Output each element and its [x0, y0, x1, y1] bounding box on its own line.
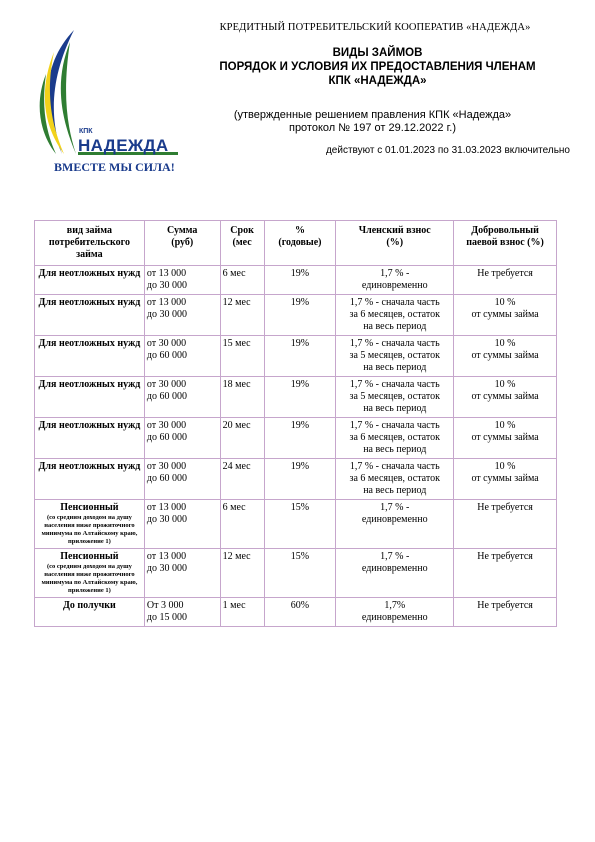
table-row: [35, 598, 557, 627]
cell-term: [220, 418, 264, 459]
sum-to: до 60 000: [146, 391, 187, 402]
rate-value: 19%: [290, 297, 310, 308]
member-fee-value: 1,7 % - единовременно: [361, 502, 428, 525]
rate-value: 60%: [290, 600, 310, 611]
table-row: [35, 295, 557, 336]
loan-type: Для неотложных нужд: [38, 461, 141, 472]
cell-rate: [264, 266, 336, 295]
loan-type: Пенсионный: [60, 551, 119, 562]
rate-value: 15%: [290, 551, 310, 562]
table-header-row: [35, 221, 557, 266]
member-fee-value: 1,7 % - сначала часть за 6 месяцев, остаток на весь период: [349, 420, 440, 455]
cell-member-fee: [336, 295, 454, 336]
cell-member-fee: [336, 266, 454, 295]
title-line-2: ПОРЯДОК И УСЛОВИЯ ИХ ПРЕДОСТАВЛЕНИЯ ЧЛЕНАМ: [219, 61, 536, 73]
table-row: [35, 459, 557, 500]
share-fee-value: 10 % от суммы займа: [471, 338, 539, 361]
term-value: 1 мес: [222, 600, 246, 611]
term-value: 15 мес: [222, 338, 251, 349]
cell-type: [35, 598, 145, 627]
cell-term: [220, 295, 264, 336]
cell-term: [220, 459, 264, 500]
cell-sum: [144, 598, 220, 627]
rate-value: 19%: [290, 420, 310, 431]
rate-value: 15%: [290, 502, 310, 513]
cell-term: [220, 549, 264, 598]
cell-rate: [264, 500, 336, 549]
rate-value: 19%: [290, 379, 310, 390]
cell-rate: [264, 336, 336, 377]
cell-rate: [264, 598, 336, 627]
sum-from: от 30 000: [146, 379, 187, 390]
sum-from: от 13 000: [146, 551, 187, 562]
cell-term: [220, 266, 264, 295]
cell-rate: [264, 418, 336, 459]
table-row: [35, 266, 557, 295]
loan-terms-table: [34, 220, 557, 627]
cell-member-fee: [336, 377, 454, 418]
cell-type: [35, 377, 145, 418]
cell-term: [220, 336, 264, 377]
table-row: [35, 377, 557, 418]
loan-type: Для неотложных нужд: [38, 379, 141, 390]
col-header-sum: Сумма (руб): [144, 221, 220, 266]
cell-share-fee: [454, 459, 557, 500]
cell-share-fee: [454, 336, 557, 377]
loan-note: (со средним доходом на душу населения ниже прожиточного минимума по Алтайскому краю, приложение 1): [41, 514, 138, 545]
cell-rate: [264, 295, 336, 336]
term-value: 20 мес: [222, 420, 251, 431]
cell-member-fee: [336, 598, 454, 627]
cell-type: [35, 549, 145, 598]
sum-to: до 30 000: [146, 309, 187, 320]
sum-to: до 30 000: [146, 280, 187, 291]
sum-from: от 13 000: [146, 268, 187, 279]
member-fee-value: 1,7 % - единовременно: [361, 268, 428, 291]
sum-from: от 30 000: [146, 461, 187, 472]
member-fee-value: 1,7 % - сначала часть за 5 месяцев, остаток на весь период: [349, 338, 440, 373]
term-value: 12 мес: [222, 551, 251, 562]
validity-period: действуют с 01.01.2023 по 31.03.2023 включительно: [325, 145, 570, 156]
term-value: 6 мес: [222, 268, 246, 279]
term-value: 12 мес: [222, 297, 251, 308]
logo-name-text: НАДЕЖДА: [78, 136, 169, 155]
cell-sum: [144, 549, 220, 598]
loan-type: Для неотложных нужд: [38, 420, 141, 431]
cell-member-fee: [336, 549, 454, 598]
sum-from: от 13 000: [146, 297, 187, 308]
table-row: [35, 418, 557, 459]
cell-member-fee: [336, 500, 454, 549]
loan-type: Для неотложных нужд: [38, 338, 141, 349]
cell-sum: [144, 459, 220, 500]
cell-share-fee: [454, 295, 557, 336]
loan-note: (со средним доходом на душу населения ниже прожиточного минимума по Алтайскому краю, приложение 1): [41, 563, 138, 594]
cell-type: [35, 418, 145, 459]
member-fee-value: 1,7 % - сначала часть за 6 месяцев, остаток на весь период: [349, 461, 440, 496]
cell-share-fee: [454, 549, 557, 598]
cell-type: [35, 459, 145, 500]
share-fee-value: 10 % от суммы займа: [471, 461, 539, 484]
col-header-rate: % (годовые): [264, 221, 336, 266]
share-fee-value: 10 % от суммы займа: [471, 379, 539, 402]
sum-to: до 60 000: [146, 350, 187, 361]
cell-rate: [264, 377, 336, 418]
table-row: [35, 500, 557, 549]
loan-type: Пенсионный: [60, 502, 119, 513]
title-line-1: ВИДЫ ЗАЙМОВ: [332, 47, 423, 59]
cell-type: [35, 295, 145, 336]
term-value: 18 мес: [222, 379, 251, 390]
cell-type: [35, 266, 145, 295]
cell-rate: [264, 459, 336, 500]
col-header-type: вид займа потребительского займа: [35, 221, 145, 266]
rate-value: 19%: [290, 461, 310, 472]
cell-rate: [264, 549, 336, 598]
cell-sum: [144, 266, 220, 295]
logo-swoosh-graphic: [34, 22, 194, 182]
member-fee-value: 1,7 % - сначала часть за 6 месяцев, остаток на весь период: [349, 297, 440, 332]
sum-to: до 60 000: [146, 473, 187, 484]
approval-line-1: (утвержденные решением правления КПК «Надежда»: [233, 109, 512, 121]
table-row: [35, 549, 557, 598]
member-fee-value: 1,7 % - единовременно: [361, 551, 428, 574]
title-line-3: КПК «НАДЕЖДА»: [328, 75, 427, 87]
approval-line-2: протокол № 197 от 29.12.2022 г.): [288, 122, 456, 134]
sum-from: От 3 000: [146, 600, 184, 611]
rate-value: 19%: [290, 268, 310, 279]
logo-slogan: ВМЕСТЕ МЫ СИЛА!: [54, 160, 175, 174]
cell-sum: [144, 418, 220, 459]
logo-kpk-text: КПК: [79, 128, 93, 135]
share-fee-value: 10 % от суммы займа: [471, 297, 539, 320]
term-value: 24 мес: [222, 461, 251, 472]
member-fee-value: 1,7 % - сначала часть за 5 месяцев, остаток на весь период: [349, 379, 440, 414]
cell-term: [220, 377, 264, 418]
sum-to: до 30 000: [146, 514, 187, 525]
cell-member-fee: [336, 459, 454, 500]
share-fee-value: Не требуется: [477, 502, 533, 513]
cell-member-fee: [336, 336, 454, 377]
col-header-share-fee: Добровольный паевой взнос (%): [454, 221, 557, 266]
loan-type: Для неотложных нужд: [38, 297, 141, 308]
sum-from: от 13 000: [146, 502, 187, 513]
share-fee-value: 10 % от суммы займа: [471, 420, 539, 443]
cell-sum: [144, 295, 220, 336]
member-fee-value: 1,7% единовременно: [361, 600, 428, 623]
share-fee-value: Не требуется: [477, 600, 533, 611]
cell-term: [220, 598, 264, 627]
cell-share-fee: [454, 598, 557, 627]
sum-from: от 30 000: [146, 420, 187, 431]
cell-share-fee: [454, 266, 557, 295]
cell-share-fee: [454, 500, 557, 549]
document-title: [200, 46, 555, 88]
col-header-term: Срок (мес: [220, 221, 264, 266]
table-row: [35, 336, 557, 377]
sum-to: до 30 000: [146, 563, 187, 574]
cell-share-fee: [454, 418, 557, 459]
rate-value: 19%: [290, 338, 310, 349]
cell-type: [35, 500, 145, 549]
sum-from: от 30 000: [146, 338, 187, 349]
cell-sum: [144, 377, 220, 418]
cell-share-fee: [454, 377, 557, 418]
col-header-member-fee: Членский взнос (%): [336, 221, 454, 266]
sum-to: до 15 000: [146, 612, 187, 623]
cell-member-fee: [336, 418, 454, 459]
term-value: 6 мес: [222, 502, 246, 513]
org-name: КРЕДИТНЫЙ ПОТРЕБИТЕЛЬСКИЙ КООПЕРАТИВ «НАДЕЖДА»: [219, 22, 531, 33]
company-logo: [34, 22, 194, 182]
cell-sum: [144, 500, 220, 549]
approval-note: [200, 109, 545, 135]
cell-type: [35, 336, 145, 377]
cell-term: [220, 500, 264, 549]
cell-sum: [144, 336, 220, 377]
loan-type: До получки: [63, 600, 116, 611]
loan-type: Для неотложных нужд: [38, 268, 141, 279]
share-fee-value: Не требуется: [477, 268, 533, 279]
sum-to: до 60 000: [146, 432, 187, 443]
share-fee-value: Не требуется: [477, 551, 533, 562]
